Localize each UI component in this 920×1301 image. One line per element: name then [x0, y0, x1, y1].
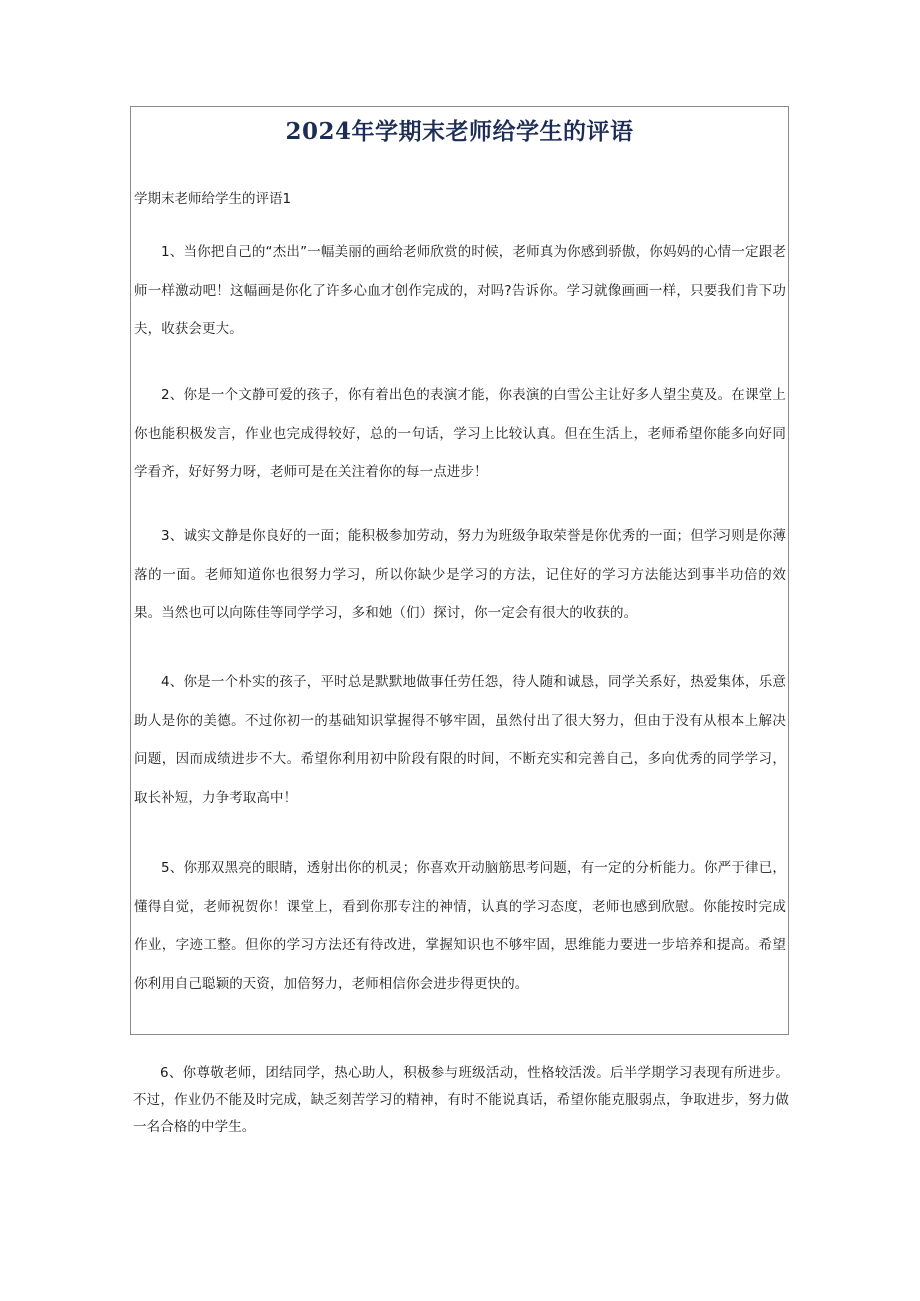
comment-paragraph-2: 2、你是一个文静可爱的孩子，你有着出色的表演才能，你表演的白雪公主让好多人望尘莫及。在课堂上你也能积极发言，作业也完成得较好，总的一句话，学习上比较认真。但在生活上，老师希望你能多向好同学看齐，好好努力呀，老师可是在关注着你的每一点进步！ — [134, 387, 786, 480]
comment-paragraph-1: 1、当你把自己的“杰出”一幅美丽的画给老师欣赏的时候，老师真为你感到骄傲，你妈妈的心情一定跟老师一样激动吧！这幅画是你化了许多心血才创作完成的，对吗?告诉你。学习就像画画一样，只要我们肯下功夫，收获会更大。 — [134, 244, 786, 337]
document-title: 2024年学期末老师给学生的评语 — [285, 118, 634, 145]
comment-paragraph-3: 3、诚实文静是你良好的一面；能积极参加劳动，努力为班级争取荣誉是你优秀的一面；但学习则是你薄落的一面。老师知道你也很努力学习，所以你缺少是学习的方法，记住好的学习方法能达到事半功倍的效果。当然也可以向陈佳等同学学习，多和她（们）探讨，你一定会有很大的收获的。 — [134, 528, 786, 621]
comment-paragraph-6: 6、你尊敬老师，团结同学，热心助人，积极参与班级活动，性格较活泼。后半学期学习表现有所进步。不过，作业仍不能及时完成，缺乏刻苦学习的精神，有时不能说真话，希望你能克服弱点，争取进步，努力做一名合格的中学生。 — [133, 1065, 789, 1135]
document-frame — [130, 106, 789, 1035]
comment-paragraph-4: 4、你是一个朴实的孩子，平时总是默默地做事任劳任怨，待人随和诚恳，同学关系好，热爱集体，乐意助人是你的美德。不过你初一的基础知识掌握得不够牢固，虽然付出了很大努力，但由于没有从根本上解决问题，因而成绩进步不大。希望你利用初中阶段有限的时间，不断充实和完善自己，多向优秀的同学学习，取长补短，力争考取高中！ — [134, 674, 786, 806]
section-heading: 学期末老师给学生的评语1 — [134, 191, 292, 207]
comment-paragraph-5: 5、你那双黑亮的眼睛，透射出你的机灵；你喜欢开动脑筋思考问题，有一定的分析能力。你严于律已，懂得自觉，老师祝贺你！课堂上，看到你那专注的神情，认真的学习态度，老师也感到欣慰。你能按时完成作业，字迹工整。但你的学习方法还有待改进，掌握知识也不够牢固，思维能力要进一步培养和提高。希望你利用自己聪颖的天资，加倍努力，老师相信你会进步得更快的。 — [134, 860, 786, 992]
